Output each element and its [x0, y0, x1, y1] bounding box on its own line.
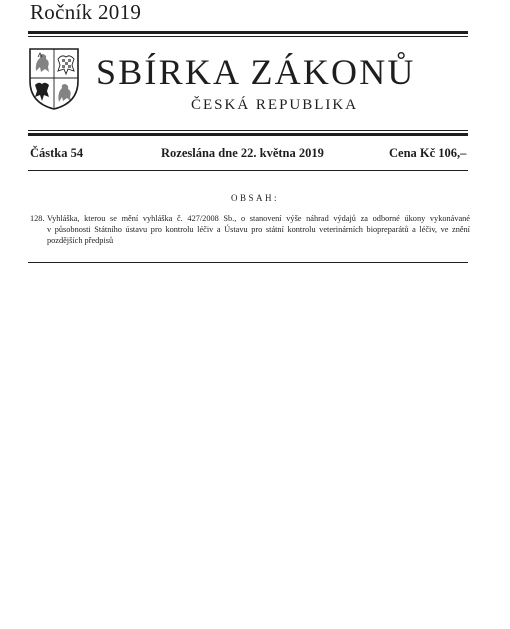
contents-item-line: v působnosti Státního ústavu pro kontrolu léčiv a Ústavu pro státní kontrolu veterinárních biopreparátů a léčiv, ve znění: [47, 225, 470, 234]
meta-rule: [28, 170, 468, 171]
contents-rule: [28, 262, 468, 263]
issue-part: Částka 54: [30, 146, 84, 160]
mid-rule: [28, 133, 468, 136]
czech-coat-of-arms-icon: [28, 47, 80, 111]
top-rule: [28, 31, 468, 34]
contents-item-number: 128.: [30, 214, 45, 223]
mid-rule-thin: [28, 130, 468, 131]
volume-year: Ročník 2019: [30, 0, 142, 24]
contents-item-text: [47, 213, 470, 246]
issue-release-date: Rozeslána dne 22. května 2019: [161, 146, 324, 160]
gazette-title: SBÍRKA ZÁKONŮ: [96, 52, 416, 92]
contents-item-line: Vyhláška, kterou se mění vyhláška č. 427/2008 Sb., o stanovení výše náhrad výdajů za odborné úkony vykonávané: [47, 214, 470, 223]
contents-item: [30, 213, 470, 246]
gazette-subtitle: ČESKÁ REPUBLIKA: [191, 97, 359, 113]
issue-price: Cena Kč 106,–: [389, 146, 467, 160]
contents-heading: OBSAH:: [230, 193, 279, 203]
top-rule-thin: [28, 36, 468, 37]
contents-item-line: pozdějších předpisů: [47, 236, 114, 245]
